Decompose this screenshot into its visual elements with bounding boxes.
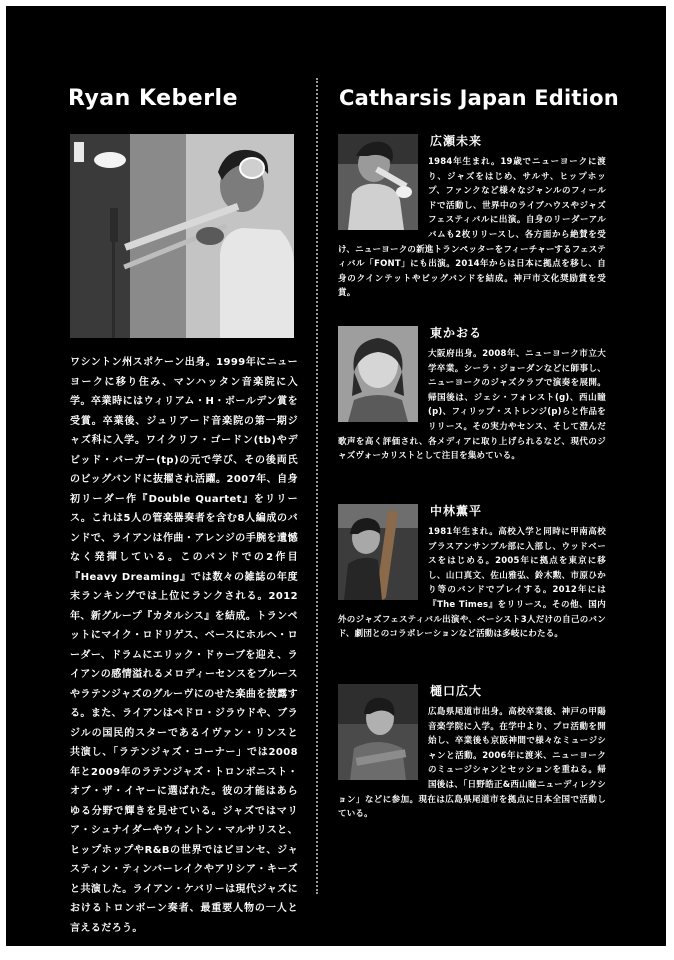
ryan-bio: ワシントン州スポケーン出身。1999年にニューヨークに移り住み、マンハッタン音楽院に入学。卒業時にはウィリアム・H・ボールデン賞を受賞。卒業後、ジュリアード音楽院の第一期ジャズ科に入学。ワイクリフ・ゴードン(tb)やデビッド・バーガー(tp)の元で学び、その後両氏のビッグバンドに抜擢され活躍。2007年、自身初リーダー作『Double Quartet』をリリース。これは5人の管楽器奏者を含む8人編成のバンドで、ライアンは作曲・アレンジの手腕を遺憾なく発揮している。このバンドでの2作目『Heavy Dreaming』では数々の雑誌の年度末ランキングでは上位にランクされる。2012年、新グループ『カタルシス』を結成。トランペットにマイク・ロドリゲス、ベースにホルヘ・ローダー、ドラムにエリック・ドゥーブを迎え、ライアンの感情溢れるメロディーセンスをブルースやラテンジャズのグルーヴにのせた楽曲を披露する。また、ライアンはペドロ・ジラウドや、ブラジルの国民的スターであるイヴァン・リンスと共演し、「ラテンジャズ・コーナー」では2008年と2009年のラテンジャズ・トロンボニスト・オブ・ザ・イヤーに選ばれた。彼の才能はあらゆる分野で輝きを見せている。ジャズではマリア・シュナイダーやウィントン・マルサリスと、ヒップホップやR&Bの世界ではビヨンセ、ジャスティン・ティンバーレイクやアリシア・キーズと共演した。ライアン・ケバリーは現代ジャズにおけるトロンボーン奏者、最重要人物の一人と言えるだろう。 [70,357,298,934]
hirose-name: 広瀬未来 [430,134,483,148]
flyer-panel [6,6,666,946]
higuchi-bio: 広島県尾道市出身。高校卒業後、神戸の甲陽音楽学院に入学。在学中より、プロ活動を開始し、卒業後も京阪神間で様々なミュージシャンと活動。2006年に渡米、ニューヨークのミュージシャンとセッションを重ねる。帰国後は、「日野皓正&西山瞳ニューディレクション」などに参加。現在は広島県尾道市を拠点に日本全国で活動している。 [338,707,606,820]
ryan-keberle-photo [70,134,294,338]
ryan-heading: Ryan Keberle [68,86,239,111]
nakabayashi-name: 中林薫平 [430,504,483,518]
higuchi-name: 樋口広大 [430,684,483,698]
catharsis-heading: Catharsis Japan Edition [339,86,619,110]
nakabayashi-bio: 1981年生まれ。高校入学と同時に甲南高校ブラスアンサンブル部に入部し、ウッドベースをはじめる。2005年に拠点を東京に移し、山口真文、佐山雅弘、鈴木勲、市原ひかり等のバンドでプレイする。2012年には『The Times』をリリース。その他、国内外のジャズフェスティバル出演や、ベーシスト3人だけの自己のバンド、劇団とのコラボレーションなど活動は多岐にわたる。 [338,527,606,640]
column-divider [316,78,318,894]
hirose-bio: 1984年生まれ。19歳でニューヨークに渡り、ジャズをはじめ、サルサ、ヒップホップ、ファンクなど様々なジャンルのフィールドで活動し、世界中のライブハウスやジャズフェスティバルに出演。自身のリーダーアルバムも2枚リリースし、各方面から絶賛を受け、ニューヨークの新進トランペッターをフィーチャーするフェスティバル「FONT」にも出演。2014年からは日本に拠点を移し、自身のクインテットやビッグバンドを結成。神戸市文化奨励賞を受賞。 [338,157,606,299]
azuma-bio: 大阪府出身。2008年、ニューヨーク市立大学卒業。シーラ・ジョーダンなどに師事し、ニューヨークのジャズクラブで演奏を展開。帰国後は、ジェシ・フォレスト(g)、西山瞳(p)、フィリップ・ストレンジ(p)らと作品をリリース。その実力やセンス、そして澄んだ歌声を高く評価され、各メディアに取り上げられるなど、現代のジャズヴォーカリストとして注目を集めている。 [338,349,606,462]
azuma-name: 東かおる [430,326,483,340]
